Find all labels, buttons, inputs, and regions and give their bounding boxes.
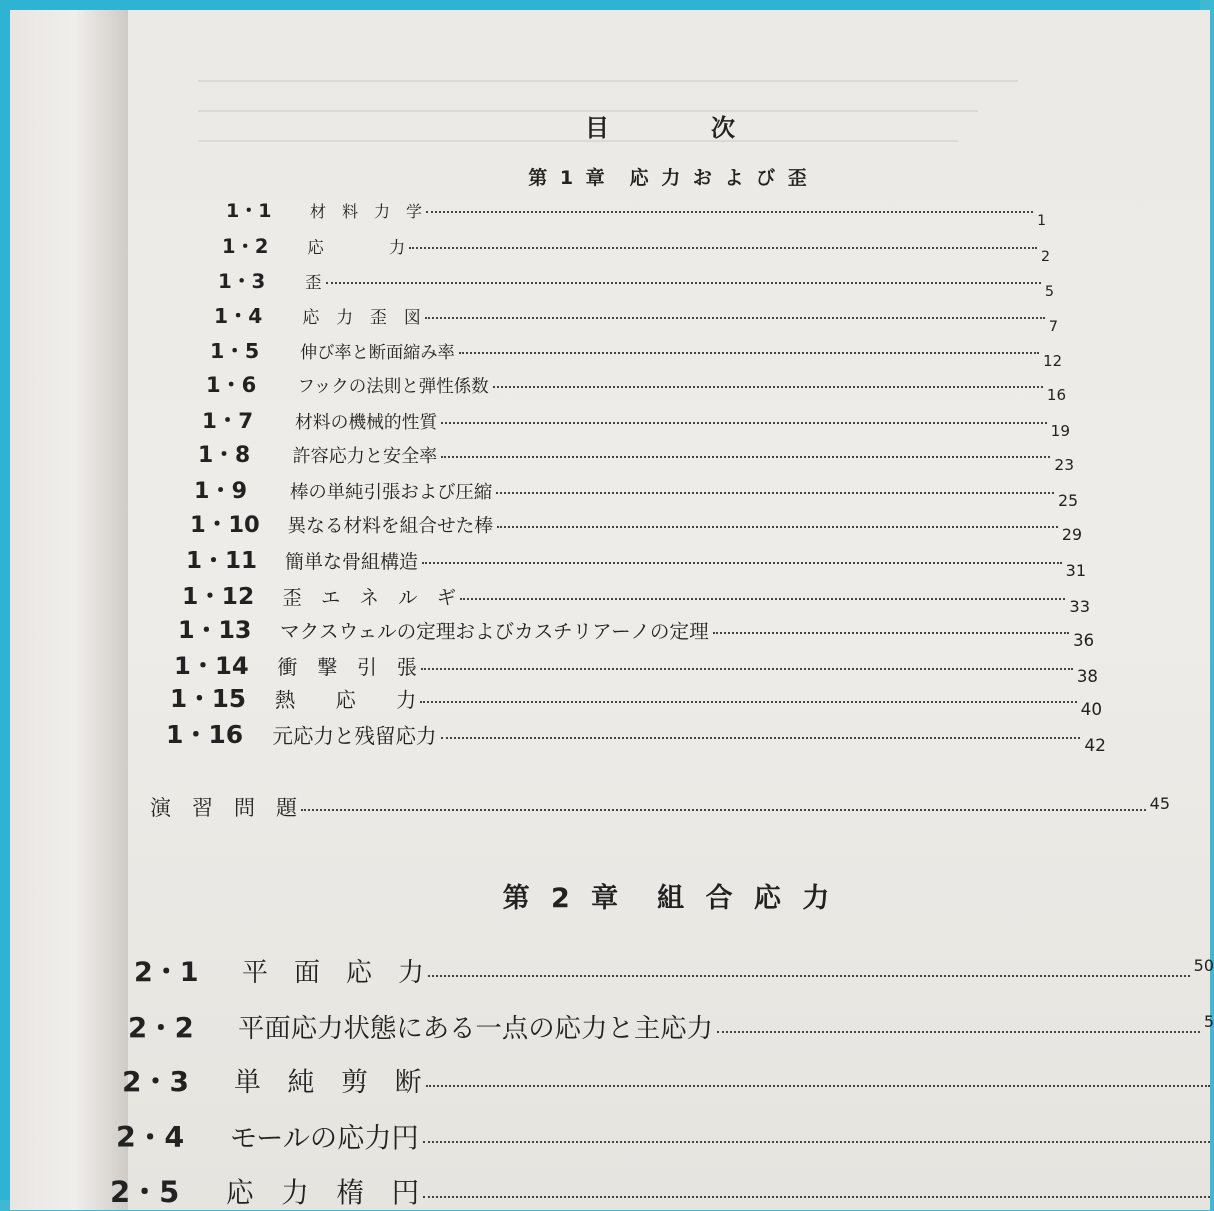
- page-number: 7: [1048, 317, 1058, 335]
- entry-label: 応 力: [307, 237, 406, 257]
- bleed-through-mark: [198, 80, 1018, 82]
- entry-number: 2・2: [128, 1012, 194, 1044]
- entry-number: 1・11: [186, 548, 258, 574]
- dot-leader: [496, 492, 1054, 494]
- toc-entry[interactable]: [178, 611, 1094, 651]
- entry-number: 1・16: [166, 720, 244, 749]
- chapter1-title: 第 1 章 応 力 お よ び 歪: [528, 167, 810, 189]
- entry-number: 1・9: [194, 477, 248, 504]
- entry-number: 2・5: [110, 1175, 180, 1209]
- toc-entry[interactable]: [186, 542, 1086, 580]
- dot-leader: [423, 1196, 1210, 1198]
- page-number: 25: [1058, 491, 1078, 510]
- entry-number: 1・1: [226, 200, 272, 222]
- dot-leader: [497, 526, 1058, 528]
- dot-leader: [422, 562, 1062, 564]
- page-number: 45: [1149, 794, 1170, 813]
- toc-entry[interactable]: [202, 404, 1070, 440]
- page-number: 5: [1044, 284, 1054, 301]
- dot-leader: [301, 809, 1146, 811]
- entry-number: 1・10: [190, 512, 260, 539]
- toc-entry[interactable]: [206, 369, 1066, 404]
- dot-leader: [425, 317, 1045, 319]
- entry-label: 応 力 歪 図: [302, 306, 421, 327]
- left-page-edge: [10, 10, 128, 1210]
- entry-number: 1・4: [214, 303, 263, 328]
- entry-label: 平面応力状態にある一点の応力と主応力: [238, 1013, 714, 1044]
- dot-leader: [421, 668, 1073, 670]
- dot-leader: [459, 352, 1039, 354]
- toc-entry[interactable]: [170, 680, 1102, 720]
- toc-entry[interactable]: [214, 300, 1058, 335]
- dot-leader: [420, 701, 1076, 703]
- book-page: [110, 10, 1214, 1210]
- entry-label: 棒の単純引張および圧縮: [290, 481, 493, 503]
- entry-label: 歪: [305, 273, 322, 293]
- page-number: 42: [1084, 736, 1106, 756]
- entry-label: 異なる材料を組合せた棒: [287, 516, 494, 538]
- contents-title: 目 次: [585, 114, 753, 142]
- dot-leader: [460, 598, 1065, 600]
- dot-leader: [428, 975, 1190, 977]
- entry-number: 2・4: [116, 1121, 185, 1154]
- toc-entry[interactable]: [166, 715, 1106, 756]
- entry-label: 材料の機械的性質: [295, 411, 438, 433]
- entry-label: マクスウェルの定理およびカスチリアーノの定理: [280, 620, 709, 644]
- dot-leader: [713, 632, 1069, 634]
- toc-entry[interactable]: [128, 1005, 1214, 1045]
- entry-label: 許容応力と安全率: [292, 446, 438, 468]
- chapter2-title: 第 2 章 組 合 応 力: [502, 883, 836, 914]
- entry-label: 熱 応 力: [275, 688, 417, 713]
- entry-number: 1・7: [202, 408, 254, 434]
- entry-number: 1・15: [170, 684, 246, 714]
- entry-number: 1・3: [218, 270, 266, 294]
- toc-entry[interactable]: [190, 507, 1082, 545]
- page-number: 40: [1080, 699, 1102, 720]
- page-number: 2: [1040, 248, 1050, 265]
- entry-label: 元応力と残留応力: [272, 724, 437, 748]
- dot-leader: [426, 1085, 1210, 1087]
- entry-label: モールの応力円: [230, 1123, 419, 1154]
- page-number: 29: [1061, 525, 1082, 545]
- dot-leader: [426, 211, 1033, 213]
- entry-label: 応 力 楕 円: [226, 1176, 420, 1209]
- toc-entry[interactable]: [150, 792, 1170, 822]
- dot-leader: [326, 282, 1041, 284]
- page-number: 23: [1054, 456, 1074, 475]
- entry-label: 伸び率と断面縮み率: [300, 343, 455, 364]
- page-number: 38: [1076, 666, 1098, 686]
- dot-leader: [493, 386, 1043, 388]
- toc-entry[interactable]: [134, 950, 1214, 989]
- entry-number: 1・8: [198, 443, 251, 469]
- toc-entry[interactable]: [116, 1115, 1214, 1156]
- toc-entry[interactable]: [198, 438, 1074, 475]
- toc-entry[interactable]: [182, 577, 1090, 616]
- entry-label: 材 料 力 学: [310, 202, 423, 221]
- entry-number: 1・12: [182, 581, 255, 610]
- dot-leader: [441, 456, 1050, 458]
- entry-number: 1・14: [174, 651, 249, 680]
- dot-leader: [717, 1031, 1200, 1033]
- page-number: 16: [1046, 386, 1066, 404]
- entry-label: 演 習 問 題: [150, 796, 297, 820]
- toc-entry[interactable]: [218, 265, 1054, 301]
- page-number: 1: [1037, 213, 1046, 229]
- entry-label: 歪 エ ネ ル ギ: [282, 585, 457, 609]
- dot-leader: [441, 737, 1081, 739]
- page-number: 31: [1065, 561, 1086, 580]
- page-number: 5: [1203, 1012, 1214, 1031]
- page-number: 33: [1069, 596, 1090, 616]
- entry-number: 1・2: [222, 234, 269, 258]
- toc-entry[interactable]: [210, 334, 1062, 371]
- toc-entry[interactable]: [226, 196, 1046, 229]
- toc-entry[interactable]: [222, 231, 1050, 265]
- dot-leader: [409, 247, 1037, 249]
- dot-leader: [441, 422, 1046, 424]
- page-number: 50: [1193, 956, 1214, 975]
- entry-label: 単 純 剪 断: [234, 1067, 422, 1098]
- entry-number: 1・5: [210, 339, 260, 364]
- entry-number: 1・13: [178, 616, 252, 645]
- dot-leader: [423, 1141, 1210, 1143]
- entry-number: 2・1: [134, 957, 199, 988]
- page-number: 19: [1050, 421, 1070, 440]
- toc-entry[interactable]: [110, 1170, 1214, 1211]
- entry-label: フックの法則と弾性係数: [297, 377, 489, 397]
- page-number: 12: [1043, 353, 1062, 371]
- entry-number: 1・6: [206, 373, 257, 397]
- entry-label: 衝 撃 引 張: [277, 655, 417, 679]
- toc-entry[interactable]: [122, 1060, 1214, 1100]
- entry-label: 簡単な骨組構造: [285, 551, 419, 573]
- toc-entry[interactable]: [174, 646, 1098, 686]
- entry-label: 平 面 応 力: [242, 958, 425, 988]
- page-number: 36: [1073, 631, 1094, 651]
- toc-entry[interactable]: [194, 473, 1078, 510]
- entry-number: 2・3: [122, 1065, 189, 1098]
